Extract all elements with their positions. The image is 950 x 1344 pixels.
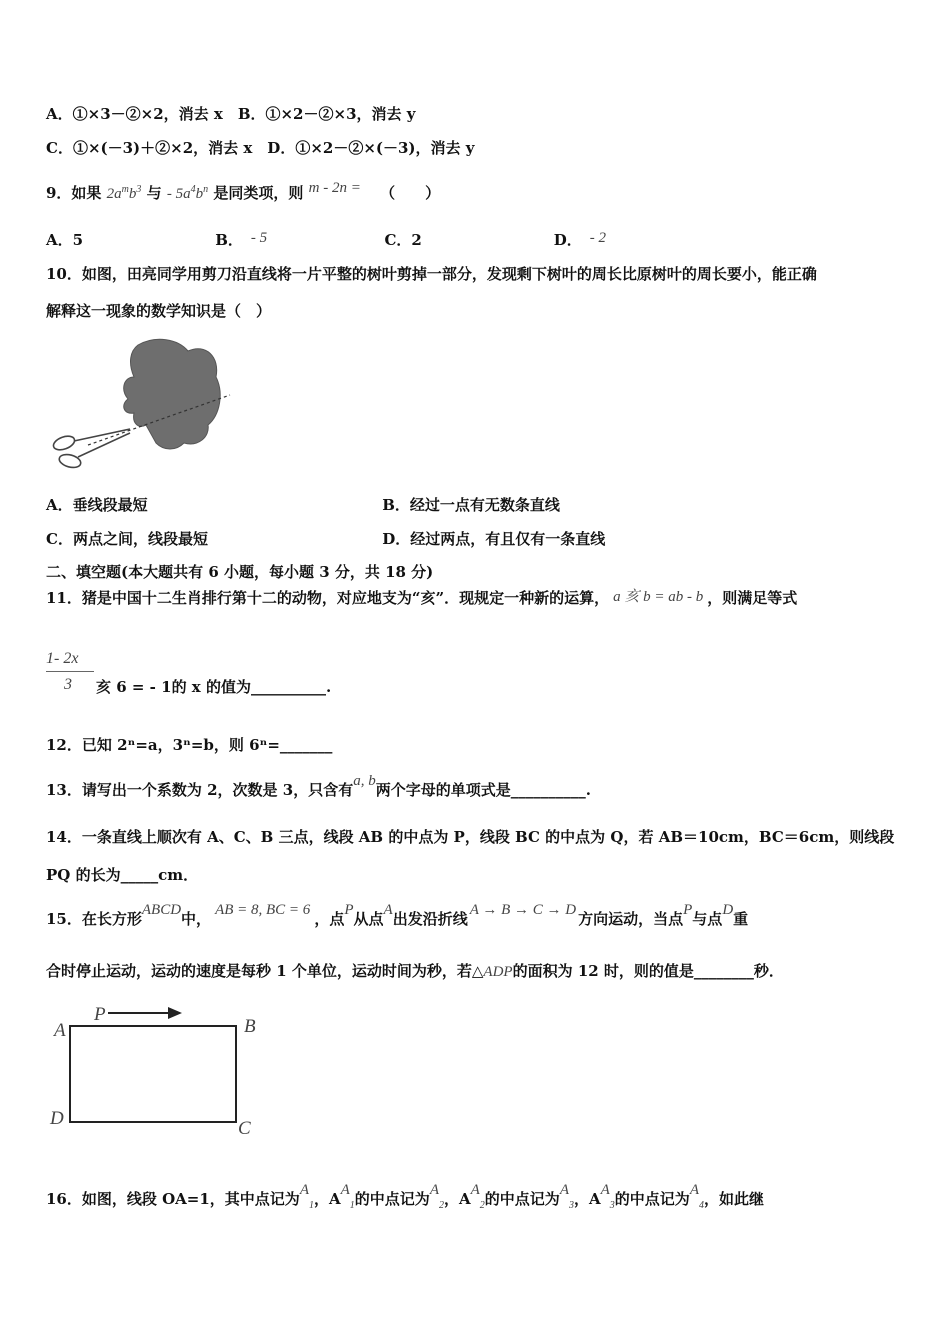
rectangle [70,1026,236,1122]
q9-option-d: D． - 2 [553,230,606,249]
q9-term2: - $5a^4b^n$ [166,184,209,202]
q8-options-row2: C．①×(－3)＋②×2，消去 x D．①×2－②×(－3)，消去 y [46,139,475,157]
q15-dims: AB = 8, BC = 6 [215,902,311,918]
q11-line2: 亥 6 = - 1的 x 的值为__________. [96,678,332,696]
q13-question: 13．请写出一个系数为 2，次数是 3，只含有a, b两个字母的单项式是__________. [46,773,591,799]
label-P: P [94,1004,106,1025]
q10-line2: 解释这一现象的数学知识是（ ） [46,302,272,320]
q9-prefix: 9．如果 [46,184,102,202]
label-A: A [54,1020,66,1041]
q9-question [46,182,440,203]
q9-options [46,229,746,250]
q10-option-c: C．两点之间，线段最短 [46,530,208,548]
q11-fraction-denominator: 3 [64,676,72,693]
q10-options-row2 [46,528,746,549]
q9-option-c: C．2 [384,231,422,249]
q16-line1: 16．如图，线段 OA=1，其中点记为$A_1$，$AA_1$的中点记为$A_2$，$AA_2$的中点记为$A_3$，$AA_3$的中点记为$A_4$，如此继 [46,1182,764,1211]
q9-option-b: B． - 5 [215,230,268,249]
leaf-shape [124,339,220,449]
q14-line1: 14．一条直线上顺次有 A、C、B 三点，线段 AB 的中点为 P，线段 BC 的中点为 Q，若 AB＝10cm，BC＝6cm，则线段 [46,828,895,846]
q15-line2: 合时停止运动，运动的速度是每秒 1 个单位，运动时间为秒，若△ADP的面积为 12 时，则的值是________秒． [46,962,784,980]
q10-line1: 10．如图，田亮同学用剪刀沿直线将一片平整的树叶剪掉一部分，发现剩下树叶的周长比原树叶的周长要小，能正确 [46,265,817,283]
q10-option-a: A．垂线段最短 [46,496,148,514]
q11-line1: 11．猪是中国十二生肖排行第十二的动物，对应地支为“亥”．现规定一种新的运算， a 亥 b = ab - b ，则满足等式 [46,589,798,607]
q15-adp: ADP [483,964,513,980]
q9-term1: $2a^mb^3$ [106,184,142,202]
q14-line2: PQ 的长为_____cm． [46,866,199,884]
q9-suffix: 是同类项，则 [213,184,304,202]
label-C: C [238,1118,251,1139]
arrow-head [168,1007,182,1019]
q15-line1: 15．在长方形ABCD中， AB = 8, BC = 6 ，点P从点A出发沿折线 A → B → C → D 方向运动，当点P与点D重 [46,902,749,928]
q12-question: 12．已知 2ⁿ=a，3ⁿ=b，则 6ⁿ=_______ [46,736,333,754]
q9-mid: 与 [146,184,162,202]
q15-abcd: ABCD [141,902,182,918]
q9-option-a: A．5 [46,231,84,249]
q8-options-row1: A．①×3－②×2，消去 x B．①×2－②×3，消去 y [46,105,416,123]
q13-vars: a, b [353,773,376,789]
label-B: B [244,1016,256,1037]
q10-option-b: B．经过一点有无数条直线 [382,496,560,514]
section-2-heading: 二、填空题(本大题共有 6 小题，每小题 3 分，共 18 分) [46,563,434,581]
q15-path: A → B → C → D [469,902,577,918]
scissors-icon [52,429,130,470]
q11-fraction-bar [46,671,94,672]
q10-option-d: D．经过两点，有且仅有一条直线 [382,530,606,548]
rectangle-abcd-figure [46,1000,266,1140]
leaf-scissors-figure [48,333,238,475]
label-D: D [50,1108,64,1129]
q11-fraction-numerator: 1- 2x [46,650,79,667]
q9-expr: m - 2n = [308,180,361,196]
q11-operation: a 亥 b = ab - b [613,589,704,605]
q10-options-row1 [46,494,746,515]
q9-paren: （ ） [380,184,441,202]
